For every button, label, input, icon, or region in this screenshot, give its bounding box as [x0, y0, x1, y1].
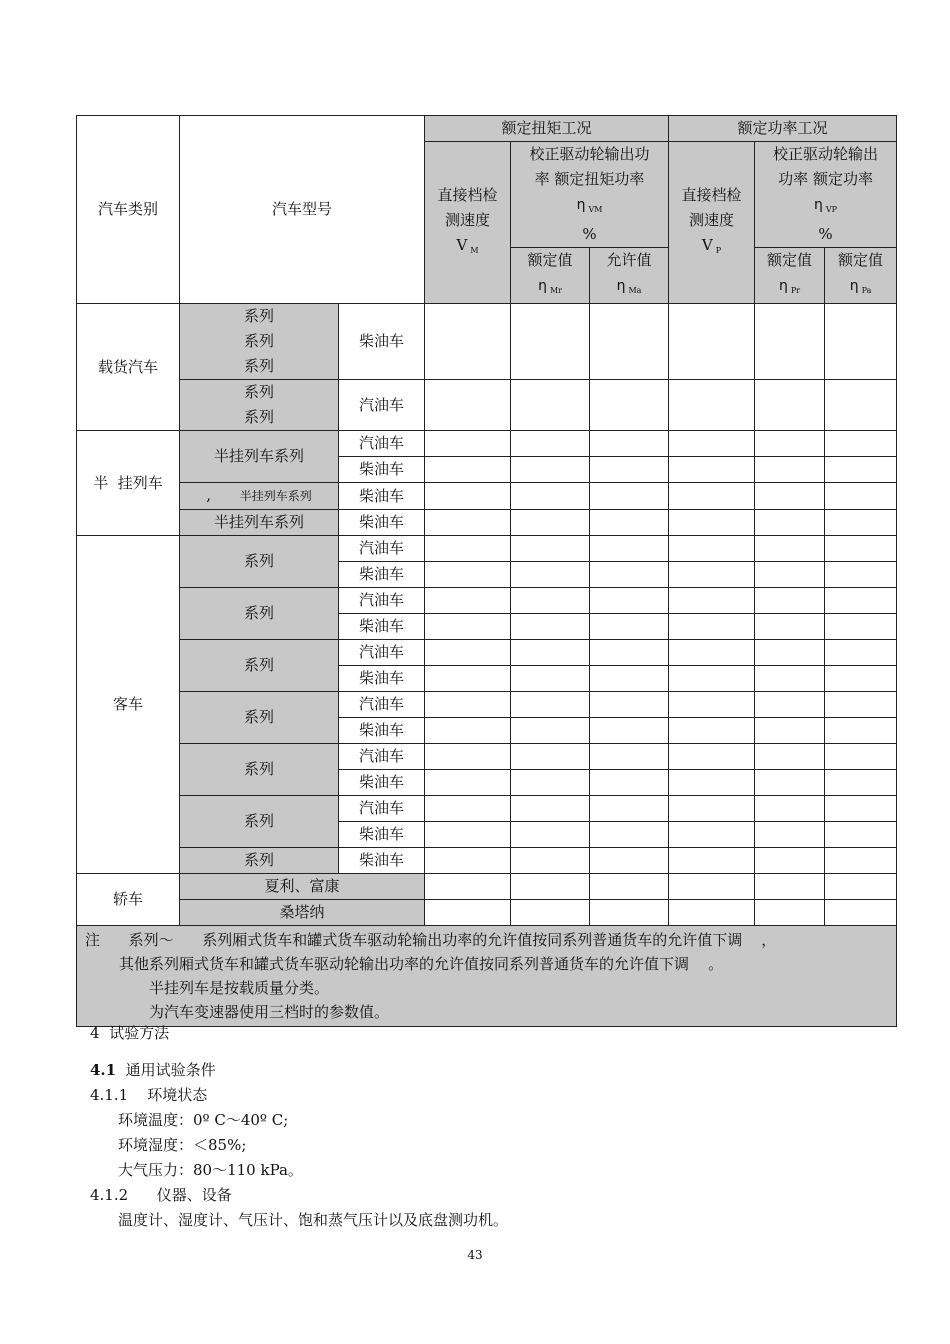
cell-empty — [669, 431, 755, 457]
cell-empty — [669, 588, 755, 614]
cell-empty — [590, 718, 669, 744]
cell-empty — [425, 562, 511, 588]
cell-empty — [590, 796, 669, 822]
cell-empty — [825, 848, 897, 874]
cell-empty — [590, 483, 669, 510]
cell-empty — [590, 562, 669, 588]
model-semi-series: 半挂列车系列 — [180, 510, 339, 536]
cell-empty — [425, 796, 511, 822]
fuel-gasoline: 汽油车 — [339, 692, 425, 718]
header-rated-torque-group: 额定扭矩工况 — [425, 116, 669, 142]
header-allowed-value-ma: 允许值 η $_{Ma}$ — [590, 248, 669, 304]
cell-empty — [425, 304, 511, 380]
cell-empty — [590, 770, 669, 796]
note-line-1: 注 系列～ 系列厢式货车和罐式货车驱动轮输出功率的允许值按同系列普通货车的允许值下调 ， — [85, 931, 777, 949]
cell-empty — [825, 588, 897, 614]
cell-empty — [590, 874, 669, 900]
cell-empty — [755, 848, 825, 874]
cell-empty — [755, 431, 825, 457]
fuel-gasoline: 汽油车 — [339, 380, 425, 431]
cell-empty — [669, 614, 755, 640]
cell-empty — [590, 744, 669, 770]
cell-empty — [825, 536, 897, 562]
cell-empty — [669, 510, 755, 536]
cell-empty — [511, 874, 590, 900]
fuel-diesel: 柴油车 — [339, 822, 425, 848]
cell-empty — [425, 900, 511, 926]
cell-empty — [511, 770, 590, 796]
cell-empty — [755, 770, 825, 796]
header-rated-value-mr: 额定值 η $_{Mr}$ — [511, 248, 590, 304]
cell-empty — [669, 640, 755, 666]
model-bus-series: 系列 — [180, 848, 339, 874]
cell-empty — [825, 796, 897, 822]
cell-empty — [590, 588, 669, 614]
cell-empty — [590, 822, 669, 848]
cell-empty — [825, 718, 897, 744]
table-notes — [77, 926, 897, 1027]
cell-empty — [669, 900, 755, 926]
cell-empty — [825, 900, 897, 926]
cell-empty — [590, 304, 669, 380]
model-semi-series-small: , 半挂列车系列 — [180, 483, 339, 510]
cell-empty — [425, 848, 511, 874]
cell-empty — [425, 718, 511, 744]
cell-empty — [590, 692, 669, 718]
cell-empty — [425, 431, 511, 457]
cell-empty — [425, 457, 511, 483]
cell-empty — [755, 304, 825, 380]
model-bus-series: 系列 — [180, 640, 339, 692]
category-semi-trailer: 半 挂列车 — [77, 431, 180, 536]
cell-empty — [590, 536, 669, 562]
cell-empty — [755, 796, 825, 822]
model-bus-series: 系列 — [180, 588, 339, 640]
fuel-diesel: 柴油车 — [339, 770, 425, 796]
cell-empty — [590, 614, 669, 640]
header-torque-power-efficiency: 校正驱动轮输出功 率 额定扭矩功率 η $_{VM}$ % — [511, 142, 669, 248]
header-direct-gear-speed-vm: 直接档检 测速度 V $_M$ — [425, 142, 511, 304]
env-pressure: 大气压力：80～110 kPa。 — [118, 1161, 303, 1179]
cell-empty — [669, 796, 755, 822]
instruments-list: 温度计、湿度计、气压计、饱和蒸气压计以及底盘测功机。 — [118, 1211, 509, 1229]
model-bus-series: 系列 — [180, 744, 339, 796]
cell-empty — [425, 692, 511, 718]
cell-empty — [669, 304, 755, 380]
cell-empty — [511, 510, 590, 536]
cell-empty — [425, 640, 511, 666]
cell-empty — [590, 640, 669, 666]
header-vehicle-category: 汽车类别 — [77, 116, 180, 304]
cell-empty — [825, 457, 897, 483]
model-truck-diesel-series: 系列 系列 系列 — [180, 304, 339, 380]
header-direct-gear-speed-vp: 直接档检 测速度 V $_P$ — [669, 142, 755, 304]
model-sedan-santana: 桑塔纳 — [180, 900, 425, 926]
cell-empty — [511, 457, 590, 483]
header-rated-power-efficiency: 校正驱动轮输出 功率 额定功率 η $_{VP}$ % — [755, 142, 897, 248]
fuel-diesel: 柴油车 — [339, 457, 425, 483]
cell-empty — [825, 692, 897, 718]
cell-empty — [425, 822, 511, 848]
category-bus: 客车 — [77, 536, 180, 874]
cell-empty — [511, 900, 590, 926]
cell-empty — [511, 431, 590, 457]
cell-empty — [425, 744, 511, 770]
note-line-2: 其他系列厢式货车和罐式货车驱动轮输出功率的允许值按同系列普通货车的允许值下调 。 — [119, 955, 724, 973]
category-sedan: 轿车 — [77, 874, 180, 926]
fuel-diesel: 柴油车 — [339, 562, 425, 588]
fuel-gasoline: 汽油车 — [339, 431, 425, 457]
cell-empty — [511, 483, 590, 510]
fuel-diesel: 柴油车 — [339, 718, 425, 744]
fuel-gasoline: 汽油车 — [339, 796, 425, 822]
fuel-diesel: 柴油车 — [339, 510, 425, 536]
cell-empty — [755, 614, 825, 640]
cell-empty — [755, 483, 825, 510]
cell-empty — [590, 666, 669, 692]
fuel-gasoline: 汽油车 — [339, 640, 425, 666]
cell-empty — [825, 562, 897, 588]
cell-empty — [755, 640, 825, 666]
model-bus-series: 系列 — [180, 536, 339, 588]
vehicle-performance-table — [76, 115, 897, 1027]
cell-empty — [590, 900, 669, 926]
cell-empty — [511, 718, 590, 744]
cell-empty — [825, 822, 897, 848]
cell-empty — [825, 874, 897, 900]
cell-empty — [755, 562, 825, 588]
cell-empty — [511, 588, 590, 614]
cell-empty — [511, 666, 590, 692]
cell-empty — [590, 510, 669, 536]
category-truck: 载货汽车 — [77, 304, 180, 431]
cell-empty — [755, 874, 825, 900]
section-4-1-heading — [90, 1058, 216, 1082]
note-line-3: 半挂列车是按载质量分类。 — [149, 979, 330, 997]
cell-empty — [825, 431, 897, 457]
header-rated-value-pr: 额定值 η $_{Pr}$ — [755, 248, 825, 304]
note-line-4: 为汽车变速器使用三档时的参数值。 — [149, 1003, 390, 1021]
header-rated-power-group: 额定功率工况 — [669, 116, 897, 142]
cell-empty — [669, 744, 755, 770]
cell-empty — [590, 848, 669, 874]
cell-empty — [425, 770, 511, 796]
cell-empty — [825, 483, 897, 510]
cell-empty — [511, 822, 590, 848]
cell-empty — [755, 588, 825, 614]
cell-empty — [669, 536, 755, 562]
cell-empty — [669, 666, 755, 692]
cell-empty — [425, 666, 511, 692]
fuel-gasoline: 汽油车 — [339, 588, 425, 614]
cell-empty — [825, 744, 897, 770]
cell-empty — [755, 380, 825, 431]
cell-empty — [755, 692, 825, 718]
cell-empty — [669, 562, 755, 588]
model-bus-series: 系列 — [180, 692, 339, 744]
cell-empty — [425, 483, 511, 510]
cell-empty — [755, 510, 825, 536]
fuel-diesel: 柴油车 — [339, 614, 425, 640]
cell-empty — [755, 536, 825, 562]
cell-empty — [511, 536, 590, 562]
section-4-1-number: 4.1 — [90, 1061, 117, 1079]
fuel-diesel: 柴油车 — [339, 304, 425, 380]
cell-empty — [669, 822, 755, 848]
cell-empty — [511, 614, 590, 640]
fuel-gasoline: 汽油车 — [339, 536, 425, 562]
cell-empty — [825, 640, 897, 666]
cell-empty — [511, 848, 590, 874]
model-sedan-xiali-fukang: 夏利、富康 — [180, 874, 425, 900]
page-number: 43 — [467, 1248, 483, 1262]
cell-empty — [425, 588, 511, 614]
section-4-1-1-heading: 4.1.1 环境状态 — [90, 1086, 208, 1104]
model-bus-series: 系列 — [180, 796, 339, 848]
cell-empty — [669, 380, 755, 431]
section-4-1-title: 通用试验条件 — [125, 1061, 216, 1079]
cell-empty — [511, 304, 590, 380]
cell-empty — [755, 718, 825, 744]
cell-empty — [590, 457, 669, 483]
header-rated-value-pa: 额定值 η $_{Pa}$ — [825, 248, 897, 304]
cell-empty — [755, 900, 825, 926]
env-temperature: 环境温度：0º C～40º C; — [118, 1111, 289, 1129]
model-semi-series: 半挂列车系列 — [180, 431, 339, 483]
cell-empty — [511, 640, 590, 666]
cell-empty — [825, 666, 897, 692]
cell-empty — [425, 536, 511, 562]
cell-empty — [669, 770, 755, 796]
cell-empty — [669, 692, 755, 718]
cell-empty — [825, 770, 897, 796]
cell-empty — [755, 457, 825, 483]
header-vehicle-model: 汽车型号 — [180, 116, 425, 304]
fuel-gasoline: 汽油车 — [339, 744, 425, 770]
cell-empty — [511, 796, 590, 822]
section-4-1-2-heading: 4.1.2 仪器、设备 — [90, 1186, 232, 1204]
cell-empty — [590, 431, 669, 457]
cell-empty — [425, 510, 511, 536]
model-truck-gasoline-series: 系列 系列 — [180, 380, 339, 431]
cell-empty — [755, 822, 825, 848]
cell-empty — [669, 874, 755, 900]
cell-empty — [825, 510, 897, 536]
fuel-diesel: 柴油车 — [339, 666, 425, 692]
cell-empty — [755, 744, 825, 770]
section-4-heading: 4 试验方法 — [90, 1024, 170, 1042]
cell-empty — [511, 562, 590, 588]
env-humidity: 环境湿度：＜85%; — [118, 1136, 247, 1154]
fuel-diesel: 柴油车 — [339, 483, 425, 510]
cell-empty — [755, 666, 825, 692]
cell-empty — [825, 304, 897, 380]
fuel-diesel: 柴油车 — [339, 848, 425, 874]
cell-empty — [669, 457, 755, 483]
cell-empty — [425, 874, 511, 900]
cell-empty — [590, 380, 669, 431]
cell-empty — [425, 380, 511, 431]
cell-empty — [425, 614, 511, 640]
cell-empty — [825, 614, 897, 640]
cell-empty — [669, 718, 755, 744]
cell-empty — [511, 380, 590, 431]
cell-empty — [669, 483, 755, 510]
cell-empty — [669, 848, 755, 874]
cell-empty — [511, 692, 590, 718]
cell-empty — [511, 744, 590, 770]
cell-empty — [825, 380, 897, 431]
